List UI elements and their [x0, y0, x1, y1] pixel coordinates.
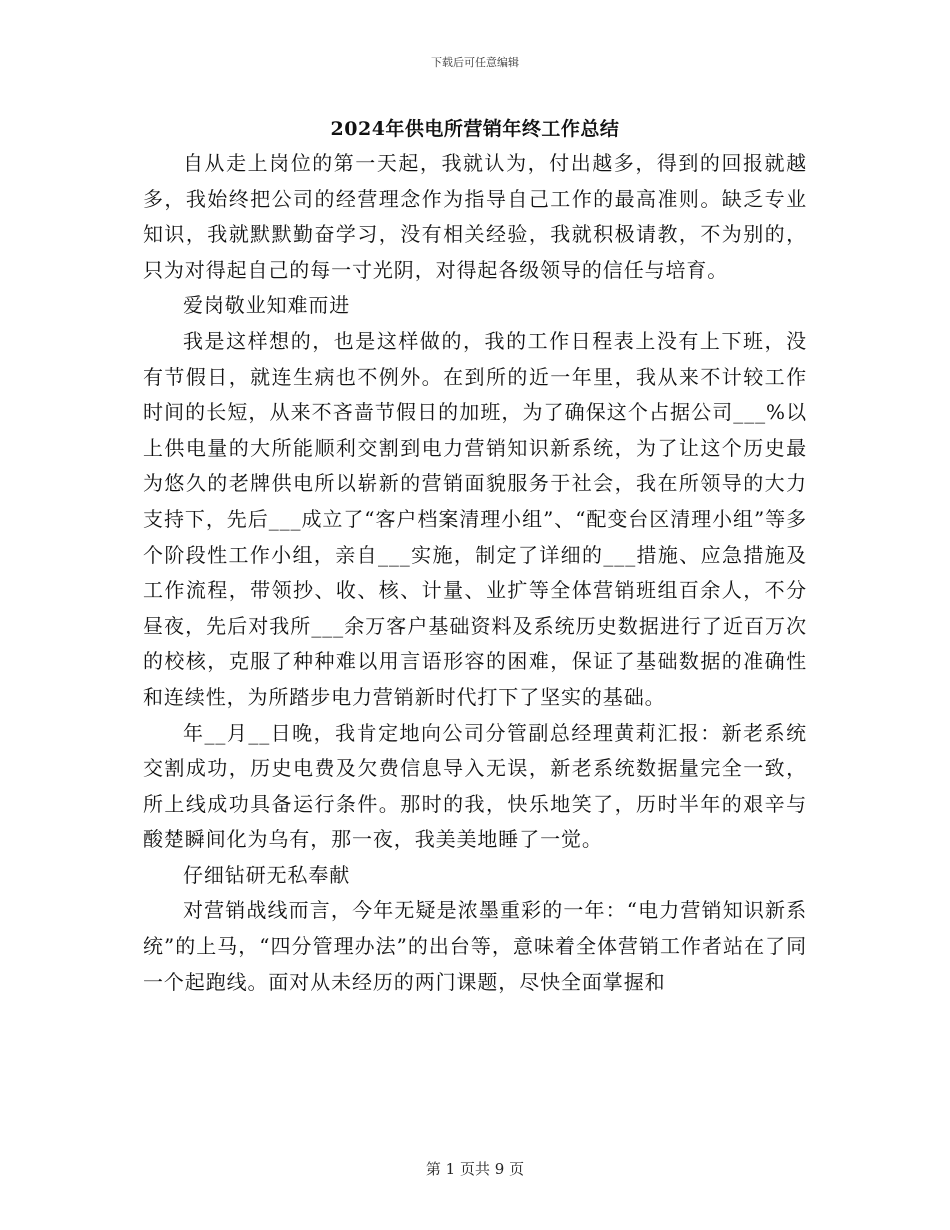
document-body: [143, 146, 807, 1000]
header-note: 下载后可任意编辑: [431, 56, 519, 69]
section-heading-dedication: 爱岗敬业知难而进: [183, 293, 351, 318]
paragraph-intro: 自从走上岗位的第一天起，我就认为，付出越多，得到的回报就越多，我始终把公司的经营理念作为指导自己工作的最高准则。缺乏专业知识，我就默默勤奋学习，没有相关经验，我就积极请教，不为别的，只为对得起自己的每一寸光阴，对得起各级领导的信任与培育。: [143, 151, 807, 282]
paragraph-system-handover: 年__月__日晚，我肯定地向公司分管副总经理黄莉汇报：新老系统交割成功，历史电费及欠费信息导入无误，新老系统数据量完全一致，所上线成功具备运行条件。那时的我，快乐地笑了，历时半年的艰辛与酸楚瞬间化为乌有，那一夜，我美美地睡了一觉。: [143, 720, 807, 852]
paragraph-work-effort: 我是这样想的，也是这样做的，我的工作日程表上没有上下班，没有节假日，就连生病也不例外。在到所的近一年里，我从来不计较工作时间的长短，从来不吝啬节假日的加班，为了确保这个占据公司___%以上供电量的大所能顺利交割到电力营销知识新系统，为了让这个历史最为悠久的老牌供电所以崭新的营销面貌服务于社会，我在所领导的大力支持下，先后___成立了“客户档案清理小组”、“配变台区清理小组”等多个阶段性工作小组，亲自___实施，制定了详细的___措施、应急措施及工作流程，带领抄、收、核、计量、业扩等全体营销班组百余人，不分昼夜，先后对我所___余万客户基础资料及系统历史数据进行了近百万次的校核，克服了种种难以用言语形容的困难，保证了基础数据的准确性和连续性，为所踏步电力营销新时代打下了坚实的基础。: [143, 328, 807, 709]
section-heading-research: 仔细钻研无私奉献: [183, 862, 351, 887]
paragraph-marketing-front: 对营销战线而言，今年无疑是浓墨重彩的一年：“电力营销知识新系统”的上马，“四分管理办法”的出台等，意味着全体营销工作者站在了同一个起跑线。面对从未经历的两门课题，尽快全面掌握和: [143, 898, 807, 994]
page-footer: 第 1 页共 9 页: [425, 1160, 525, 1178]
document-title: 2024年供电所营销年终工作总结: [330, 118, 620, 140]
